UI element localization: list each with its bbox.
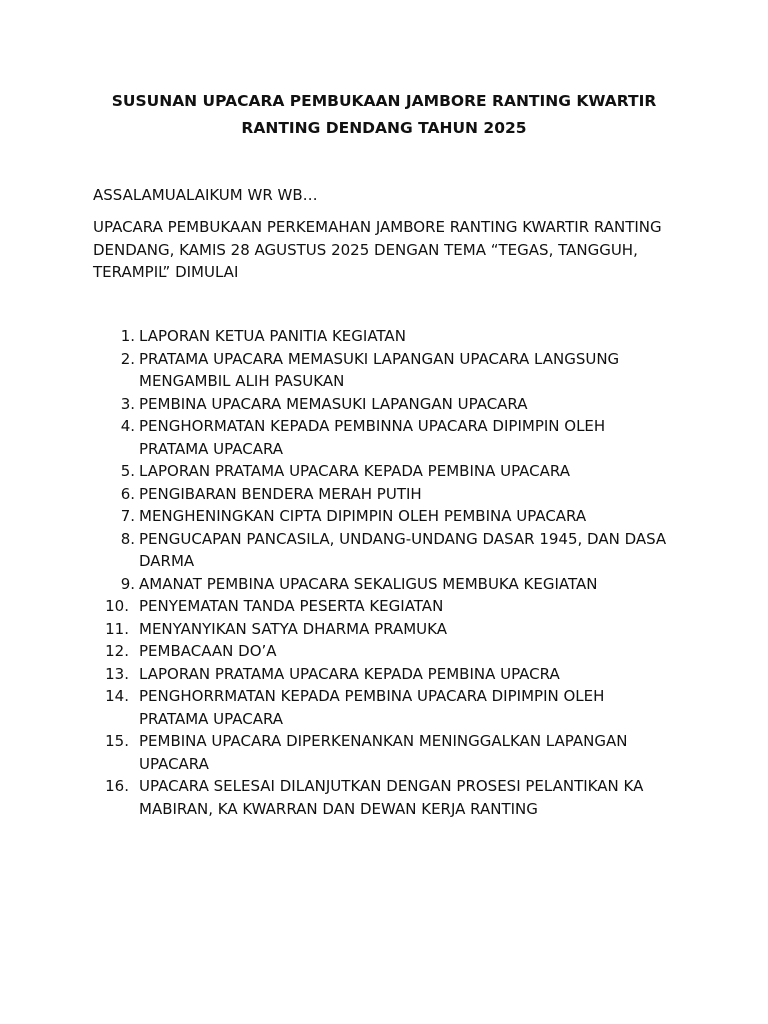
agenda-item-text: PENGUCAPAN PANCASILA, UNDANG-UNDANG DASAR 1945, DAN DASA DARMA — [139, 529, 667, 570]
agenda-item — [93, 618, 673, 641]
agenda-item-number: 6. — [120, 484, 135, 503]
agenda-item — [93, 415, 673, 460]
agenda-item — [93, 663, 673, 686]
agenda-item-number: 7. — [120, 507, 135, 525]
agenda-item-text: PEMBINA UPACARA DIPERKENANKAN MENINGGALKAN LAPANGAN UPACARA — [139, 732, 628, 773]
agenda-item — [93, 505, 673, 528]
agenda-item-text: PENGHORRMATAN KEPADA PEMBINA UPACARA DIPIMPIN OLEH PRATAMA UPACARA — [139, 687, 605, 728]
agenda-item — [93, 393, 673, 416]
agenda-item-text: AMANAT PEMBINA UPACARA SEKALIGUS MEMBUKA KEGIATAN — [139, 574, 598, 593]
agenda-item-text: LAPORAN PRATAMA UPACARA KEPADA PEMBINA UPACARA — [139, 462, 570, 480]
agenda-item-text: PENYEMATAN TANDA PESERTA KEGIATAN — [139, 597, 444, 615]
agenda-item-number: 12. — [105, 642, 129, 660]
agenda-item — [93, 483, 673, 506]
agenda-item-text: LAPORAN KETUA PANITIA KEGIATAN — [139, 327, 406, 345]
agenda-item-text: PRATAMA UPACARA MEMASUKI LAPANGAN UPACARA LANGSUNG MENGAMBIL ALIH PASUKAN — [139, 349, 620, 390]
greeting-text: ASSALAMUALAIKUM WR WB… — [93, 186, 318, 204]
agenda-item — [93, 730, 673, 775]
agenda-item — [93, 348, 673, 393]
agenda-item — [93, 640, 673, 663]
agenda-item-number: 1. — [120, 327, 135, 345]
agenda-item-number: 8. — [120, 529, 135, 548]
intro-paragraph: UPACARA PEMBUKAAN PERKEMAHAN JAMBORE RANTING KWARTIR RANTING DENDANG, KAMIS 28 AGUSTUS 2025 DENGAN TEMA “TEGAS, TANGGUH, TERAMPIL” DIMULAI — [93, 218, 662, 281]
agenda-item-number: 2. — [120, 349, 135, 368]
agenda-item-number: 4. — [120, 417, 135, 435]
agenda-list — [93, 325, 673, 820]
agenda-item-text: LAPORAN PRATAMA UPACARA KEPADA PEMBINA UPACRA — [139, 664, 560, 683]
agenda-item — [93, 775, 673, 820]
agenda-item-text: UPACARA SELESAI DILANJUTKAN DENGAN PROSESI PELANTIKAN KA MABIRAN, KA KWARRAN DAN DEWAN KERJA RANTING — [139, 777, 644, 818]
agenda-item-text: PENGHORMATAN KEPADA PEMBINNA UPACARA DIPIMPIN OLEH PRATAMA UPACARA — [139, 417, 606, 458]
agenda-item-number: 16. — [105, 777, 129, 795]
agenda-item-number: 13. — [105, 664, 129, 683]
agenda-item-text: PENGIBARAN BENDERA MERAH PUTIH — [139, 484, 422, 503]
agenda-item — [93, 595, 673, 618]
agenda-item-text: PEMBACAAN DO’A — [139, 642, 277, 660]
agenda-item — [93, 528, 673, 573]
agenda-item-number: 10. — [105, 597, 129, 615]
agenda-item-number: 9. — [120, 574, 135, 593]
agenda-item — [93, 573, 673, 596]
document-title: SUSUNAN UPACARA PEMBUKAAN JAMBORE RANTING KWARTIR RANTING DENDANG TAHUN 2025 — [111, 92, 657, 137]
agenda-item-number: 15. — [105, 732, 129, 750]
agenda-item-text: MENYANYIKAN SATYA DHARMA PRAMUKA — [139, 619, 447, 638]
agenda-item-number: 14. — [105, 687, 129, 705]
agenda-item-number: 5. — [120, 462, 135, 480]
agenda-item — [93, 325, 673, 348]
agenda-item-text: MENGHENINGKAN CIPTA DIPIMPIN OLEH PEMBINA UPACARA — [139, 507, 587, 525]
agenda-item-number: 11. — [105, 619, 129, 638]
agenda-item-number: 3. — [120, 394, 135, 413]
agenda-item — [93, 685, 673, 730]
agenda-item — [93, 460, 673, 483]
agenda-item-text: PEMBINA UPACARA MEMASUKI LAPANGAN UPACARA — [139, 394, 528, 413]
